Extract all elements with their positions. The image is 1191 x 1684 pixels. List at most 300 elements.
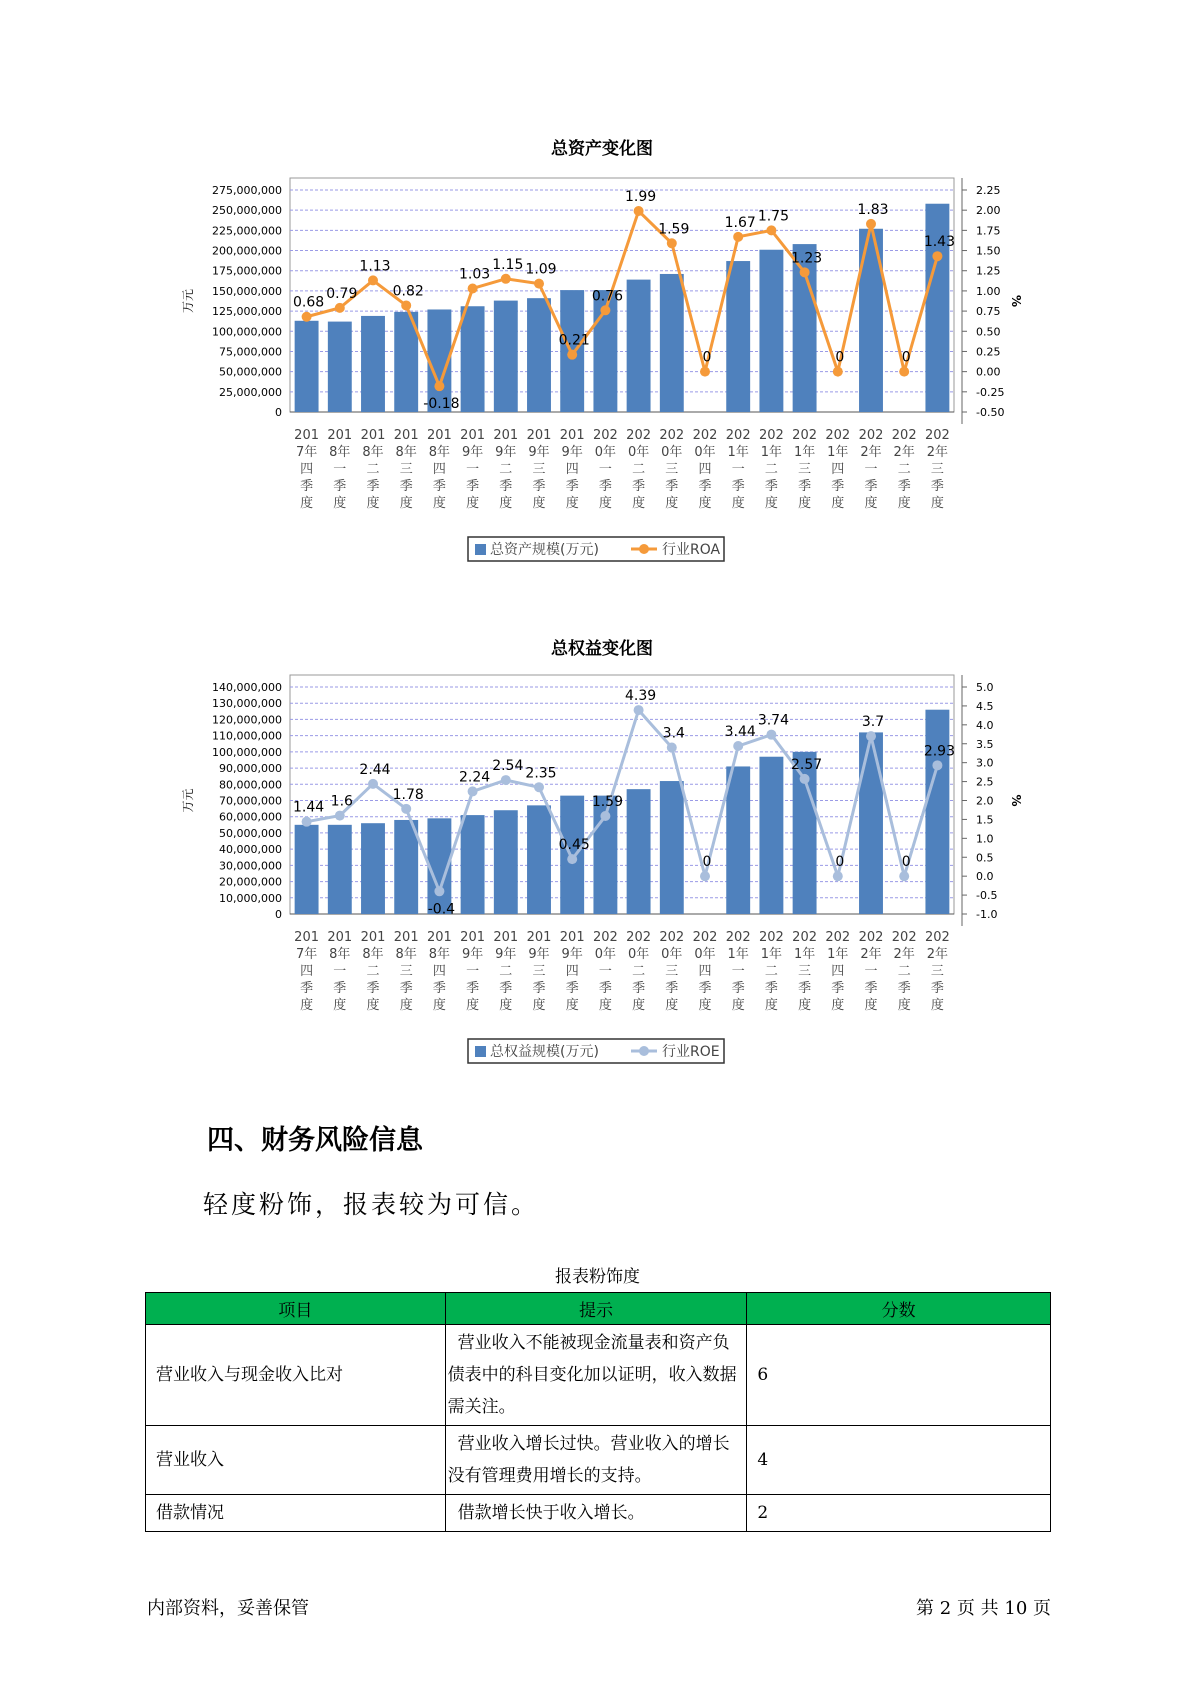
left-tick-label: 175,000,000 bbox=[212, 264, 282, 278]
category-label-part: 三 bbox=[399, 964, 413, 979]
category-label-part: 度 bbox=[632, 496, 646, 511]
category-label-part: 度 bbox=[731, 496, 745, 511]
data-label: 0.79 bbox=[326, 285, 358, 302]
category-label-part: 201 bbox=[526, 428, 552, 443]
category-label bbox=[460, 930, 485, 1013]
category-label-part: 季 bbox=[366, 479, 380, 494]
bar bbox=[859, 732, 883, 914]
category-label-part: 度 bbox=[366, 496, 380, 511]
category-label bbox=[527, 930, 552, 1013]
right-axis-title: % bbox=[1009, 794, 1023, 807]
bar bbox=[461, 306, 485, 412]
left-tick-label: 225,000,000 bbox=[212, 224, 282, 238]
category-label-part: 202 bbox=[692, 930, 718, 945]
data-label: -0.4 bbox=[427, 901, 456, 918]
data-label: 0 bbox=[702, 349, 712, 366]
data-label: 1.99 bbox=[625, 188, 657, 205]
table-row bbox=[146, 1325, 1051, 1426]
bar bbox=[627, 789, 651, 914]
category-label bbox=[327, 930, 352, 1013]
category-label bbox=[361, 428, 386, 511]
line-point bbox=[634, 206, 644, 216]
category-label bbox=[825, 930, 850, 1013]
data-label: 1.15 bbox=[492, 256, 524, 273]
line-point bbox=[434, 381, 444, 391]
category-label-part: 季 bbox=[665, 479, 679, 494]
category-label-part: 201 bbox=[327, 930, 353, 945]
category-label-part: 季 bbox=[432, 981, 446, 996]
bar bbox=[494, 301, 518, 412]
category-label-part: 2年 bbox=[926, 445, 949, 460]
category-label bbox=[493, 428, 518, 511]
category-label-part: 201 bbox=[493, 428, 519, 443]
category-label bbox=[361, 930, 386, 1013]
category-label bbox=[394, 930, 419, 1013]
category-label-part: 一 bbox=[731, 462, 745, 477]
category-label-part: 季 bbox=[598, 479, 612, 494]
category-label-part: 202 bbox=[792, 930, 818, 945]
data-label: 1.6 bbox=[330, 793, 353, 810]
category-label bbox=[294, 428, 319, 511]
category-label-part: 8年 bbox=[329, 445, 351, 460]
category-label-part: 1年 bbox=[827, 947, 849, 962]
category-label-part: 季 bbox=[864, 479, 878, 494]
category-label-part: 202 bbox=[592, 930, 618, 945]
category-label-part: 四 bbox=[300, 462, 314, 477]
category-label-part: 度 bbox=[466, 496, 480, 511]
category-label-part: 8年 bbox=[395, 947, 417, 962]
right-tick-label: 0.00 bbox=[976, 365, 1001, 379]
right-tick-label: 0.75 bbox=[976, 305, 1001, 319]
category-label-part: 三 bbox=[399, 462, 413, 477]
footer-note: 内部资料，妥善保管 bbox=[147, 1598, 309, 1619]
category-label-part: 二 bbox=[632, 964, 646, 979]
category-label-part: 202 bbox=[825, 930, 851, 945]
chart-title: 总权益变化图 bbox=[551, 639, 653, 659]
category-label-part: 度 bbox=[399, 496, 413, 511]
category-label-part: 202 bbox=[792, 428, 818, 443]
category-label-part: 季 bbox=[831, 981, 845, 996]
line-point bbox=[932, 251, 942, 261]
category-label-part: 季 bbox=[499, 479, 513, 494]
category-label-part: 季 bbox=[300, 479, 314, 494]
data-label: 0.21 bbox=[558, 332, 590, 349]
category-label-part: 季 bbox=[300, 981, 314, 996]
line-point bbox=[899, 871, 909, 881]
data-label: 0 bbox=[702, 854, 712, 871]
category-label-part: 202 bbox=[758, 428, 784, 443]
category-label-part: 202 bbox=[891, 428, 917, 443]
category-label-part: 度 bbox=[665, 496, 679, 511]
left-tick-label: 10,000,000 bbox=[219, 891, 282, 905]
category-label bbox=[792, 930, 817, 1013]
legend-line-marker bbox=[639, 1046, 649, 1056]
category-label-part: 度 bbox=[333, 496, 347, 511]
category-label-part: 二 bbox=[632, 462, 646, 477]
legend-line-label: 行业ROA bbox=[662, 542, 721, 558]
category-label-part: 季 bbox=[565, 479, 579, 494]
legend-line-marker bbox=[639, 544, 649, 554]
category-label-part: 季 bbox=[698, 479, 712, 494]
bar bbox=[527, 805, 551, 914]
category-label-part: 0年 bbox=[694, 947, 716, 962]
category-label-part: 2年 bbox=[860, 947, 882, 962]
line-point bbox=[667, 743, 677, 753]
category-label-part: 一 bbox=[466, 964, 480, 979]
left-axis-title: 万元 bbox=[181, 788, 195, 813]
left-tick-label: 110,000,000 bbox=[212, 729, 282, 743]
line-point bbox=[567, 854, 577, 864]
category-label-part: 季 bbox=[764, 479, 778, 494]
category-label-part: 8年 bbox=[428, 445, 451, 460]
data-label: 1.67 bbox=[724, 214, 756, 231]
category-label-part: 202 bbox=[659, 428, 685, 443]
category-label bbox=[693, 930, 718, 1013]
category-label bbox=[659, 428, 684, 511]
category-label bbox=[427, 428, 452, 511]
line-point bbox=[401, 300, 411, 310]
table-row bbox=[146, 1495, 1051, 1532]
left-tick-label: 40,000,000 bbox=[219, 843, 282, 857]
data-label: 0 bbox=[901, 854, 911, 871]
data-label: 1.43 bbox=[923, 234, 955, 251]
line-point bbox=[302, 817, 312, 827]
right-tick-label: 1.5 bbox=[976, 813, 994, 827]
category-label-part: 季 bbox=[864, 981, 878, 996]
category-label-part: 9年 bbox=[461, 445, 484, 460]
category-label-part: 度 bbox=[532, 496, 546, 511]
category-label-part: 202 bbox=[924, 428, 950, 443]
category-label-part: 0年 bbox=[594, 947, 617, 962]
line-point bbox=[468, 786, 478, 796]
category-label-part: 度 bbox=[300, 998, 314, 1013]
category-label-part: 三 bbox=[532, 964, 546, 979]
category-label-part: 二 bbox=[897, 964, 911, 979]
left-tick-label: 130,000,000 bbox=[212, 697, 282, 711]
line-point bbox=[634, 705, 644, 715]
category-label-part: 0年 bbox=[594, 445, 617, 460]
category-label-part: 0年 bbox=[661, 947, 683, 962]
category-label-part: 季 bbox=[399, 479, 413, 494]
line-point bbox=[567, 350, 577, 360]
right-tick-label: 1.75 bbox=[976, 224, 1001, 238]
right-tick-label: -0.50 bbox=[976, 406, 1005, 419]
category-label-part: 2年 bbox=[860, 445, 882, 460]
category-label bbox=[693, 428, 718, 511]
left-tick-label: 100,000,000 bbox=[212, 325, 282, 339]
data-label: 1.78 bbox=[392, 786, 424, 803]
category-label-part: 1年 bbox=[827, 445, 849, 460]
category-label bbox=[527, 428, 552, 511]
category-label-part: 度 bbox=[798, 998, 812, 1013]
data-label: 0.68 bbox=[293, 294, 325, 311]
category-label-part: 8年 bbox=[428, 947, 451, 962]
category-label-part: 三 bbox=[665, 462, 679, 477]
line-point bbox=[866, 219, 876, 229]
legend-bar-label: 总权益规模(万元) bbox=[490, 1044, 599, 1060]
line-point bbox=[368, 779, 378, 789]
category-label bbox=[859, 930, 884, 1013]
data-label: 1.59 bbox=[658, 221, 690, 238]
category-label-part: 季 bbox=[366, 981, 380, 996]
category-label-part: 季 bbox=[831, 479, 845, 494]
category-label bbox=[593, 428, 618, 511]
line-point bbox=[932, 760, 942, 770]
category-label-part: 一 bbox=[731, 964, 745, 979]
category-label bbox=[394, 428, 419, 511]
category-label-part: 二 bbox=[499, 462, 513, 477]
category-label bbox=[626, 930, 651, 1013]
category-label bbox=[427, 930, 452, 1013]
category-label-part: 二 bbox=[366, 462, 380, 477]
category-label-part: 2年 bbox=[893, 947, 915, 962]
right-tick-label: 4.0 bbox=[976, 718, 994, 732]
legend-bar-swatch bbox=[475, 544, 486, 555]
line-point bbox=[368, 275, 378, 285]
left-tick-label: 70,000,000 bbox=[219, 794, 282, 808]
category-label bbox=[726, 930, 751, 1013]
data-label: 0.76 bbox=[591, 288, 623, 305]
category-label-part: 三 bbox=[665, 964, 679, 979]
bar bbox=[726, 261, 750, 412]
category-label-part: 201 bbox=[526, 930, 552, 945]
category-label-part: 8年 bbox=[395, 445, 417, 460]
line-point bbox=[335, 811, 345, 821]
left-tick-label: 140,000,000 bbox=[212, 681, 282, 694]
category-label-part: 度 bbox=[333, 998, 347, 1013]
category-label-part: 201 bbox=[493, 930, 519, 945]
category-label-part: 度 bbox=[831, 496, 845, 511]
category-label-part: 202 bbox=[924, 930, 950, 945]
row-score: 2 bbox=[747, 1495, 1051, 1532]
header-score: 分数 bbox=[747, 1293, 1051, 1325]
line-point bbox=[667, 238, 677, 248]
category-label-part: 9年 bbox=[461, 947, 484, 962]
right-tick-label: 2.0 bbox=[976, 794, 994, 808]
category-label-part: 7年 bbox=[295, 445, 318, 460]
line-point bbox=[733, 741, 743, 751]
category-label-part: 度 bbox=[565, 496, 579, 511]
left-tick-label: 0 bbox=[275, 908, 282, 921]
category-label bbox=[759, 428, 784, 511]
category-label-part: 9年 bbox=[495, 445, 517, 460]
page-number: 第 2 页 共 10 页 bbox=[916, 1598, 1051, 1619]
category-label-part: 季 bbox=[897, 981, 911, 996]
category-label-part: 四 bbox=[565, 964, 579, 979]
line-point bbox=[733, 232, 743, 242]
category-label-part: 一 bbox=[466, 462, 480, 477]
category-label bbox=[460, 428, 485, 511]
category-label-part: 季 bbox=[930, 981, 944, 996]
category-label-part: 202 bbox=[891, 930, 917, 945]
line-point bbox=[534, 782, 544, 792]
category-label-part: 1年 bbox=[727, 947, 749, 962]
category-label-part: 度 bbox=[432, 496, 446, 511]
category-label-part: 201 bbox=[327, 428, 353, 443]
category-label-part: 季 bbox=[632, 981, 646, 996]
category-label-part: 季 bbox=[665, 981, 679, 996]
category-label-part: 202 bbox=[626, 428, 652, 443]
left-tick-label: 200,000,000 bbox=[212, 244, 282, 258]
data-label: 1.13 bbox=[359, 258, 391, 275]
category-label-part: 一 bbox=[333, 964, 347, 979]
bar bbox=[660, 274, 684, 412]
line-point bbox=[766, 225, 776, 235]
category-label-part: 2年 bbox=[893, 445, 915, 460]
bar bbox=[660, 781, 684, 914]
left-tick-label: 20,000,000 bbox=[219, 875, 282, 889]
category-label-part: 二 bbox=[764, 462, 778, 477]
left-tick-label: 0 bbox=[275, 406, 282, 419]
category-label-part: 9年 bbox=[528, 445, 550, 460]
category-label-part: 度 bbox=[366, 998, 380, 1013]
category-label-part: 201 bbox=[426, 428, 452, 443]
category-label-part: 9年 bbox=[495, 947, 517, 962]
data-label: 2.54 bbox=[492, 758, 524, 775]
category-label-part: 201 bbox=[460, 930, 486, 945]
category-label-part: 二 bbox=[897, 462, 911, 477]
data-label: -0.18 bbox=[423, 396, 460, 413]
category-label bbox=[859, 428, 884, 511]
category-label-part: 季 bbox=[598, 981, 612, 996]
category-label bbox=[892, 930, 917, 1013]
table-header-row bbox=[146, 1293, 1051, 1325]
total-assets-chart bbox=[0, 130, 1191, 600]
category-label-part: 度 bbox=[897, 998, 911, 1013]
category-label bbox=[560, 428, 585, 511]
right-tick-label: 3.0 bbox=[976, 756, 994, 770]
category-label-part: 2年 bbox=[926, 947, 949, 962]
right-axis-title: % bbox=[1009, 294, 1023, 308]
left-tick-label: 125,000,000 bbox=[212, 305, 282, 319]
category-label-part: 0年 bbox=[627, 445, 650, 460]
category-label-part: 度 bbox=[831, 998, 845, 1013]
category-label-part: 季 bbox=[897, 479, 911, 494]
line-point bbox=[833, 367, 843, 377]
right-tick-label: 1.00 bbox=[976, 284, 1001, 298]
bar bbox=[328, 825, 352, 914]
category-label-part: 四 bbox=[698, 964, 712, 979]
category-label-part: 四 bbox=[831, 462, 845, 477]
line-point bbox=[766, 730, 776, 740]
line-point bbox=[335, 303, 345, 313]
category-label-part: 四 bbox=[831, 964, 845, 979]
right-tick-label: 5.0 bbox=[976, 681, 994, 694]
line-point bbox=[600, 811, 610, 821]
right-tick-label: 1.25 bbox=[976, 264, 1001, 278]
category-label-part: 季 bbox=[499, 981, 513, 996]
category-label-part: 202 bbox=[858, 428, 884, 443]
category-label-part: 季 bbox=[333, 479, 347, 494]
row-hint: 营业收入增长过快。营业收入的增长没有管理费用增长的支持。 bbox=[445, 1426, 747, 1495]
left-tick-label: 25,000,000 bbox=[219, 385, 282, 399]
category-label bbox=[560, 930, 585, 1013]
category-label-part: 202 bbox=[692, 428, 718, 443]
category-label-part: 0年 bbox=[694, 445, 716, 460]
data-label: 4.39 bbox=[625, 688, 657, 705]
data-label: 2.57 bbox=[791, 756, 823, 773]
category-label-part: 202 bbox=[825, 428, 851, 443]
category-label-part: 度 bbox=[432, 998, 446, 1013]
category-label-part: 201 bbox=[360, 930, 386, 945]
section-heading: 四、财务风险信息 bbox=[207, 1125, 423, 1156]
category-label-part: 1年 bbox=[793, 445, 816, 460]
legend-bar-label: 总资产规模(万元) bbox=[490, 542, 599, 558]
category-label-part: 季 bbox=[432, 479, 446, 494]
right-tick-label: -1.0 bbox=[976, 908, 998, 921]
data-label: 0 bbox=[835, 349, 845, 366]
category-label-part: 季 bbox=[798, 981, 812, 996]
line-point bbox=[833, 871, 843, 881]
category-label-part: 0年 bbox=[627, 947, 650, 962]
category-label bbox=[825, 428, 850, 511]
category-label-part: 7年 bbox=[295, 947, 318, 962]
category-label-part: 202 bbox=[626, 930, 652, 945]
data-label: 1.03 bbox=[459, 266, 491, 283]
category-label-part: 季 bbox=[532, 479, 546, 494]
chart-title: 总资产变化图 bbox=[551, 139, 653, 159]
category-label-part: 度 bbox=[565, 998, 579, 1013]
category-label-part: 度 bbox=[864, 998, 878, 1013]
right-tick-label: 1.50 bbox=[976, 244, 1001, 258]
left-tick-label: 100,000,000 bbox=[212, 745, 282, 759]
line-point bbox=[501, 274, 511, 284]
category-label-part: 0年 bbox=[661, 445, 683, 460]
row-item: 营业收入与现金收入比对 bbox=[146, 1325, 446, 1426]
category-label bbox=[327, 428, 352, 511]
left-tick-label: 250,000,000 bbox=[212, 204, 282, 218]
right-tick-label: -0.25 bbox=[976, 385, 1005, 399]
right-tick-label: 1.0 bbox=[976, 832, 994, 846]
left-tick-label: 50,000,000 bbox=[219, 365, 282, 379]
category-label-part: 度 bbox=[698, 496, 712, 511]
category-label-part: 二 bbox=[499, 964, 513, 979]
line-point bbox=[866, 731, 876, 741]
category-label-part: 一 bbox=[598, 462, 612, 477]
bar bbox=[494, 810, 518, 914]
category-label-part: 202 bbox=[659, 930, 685, 945]
category-label-part: 季 bbox=[565, 981, 579, 996]
category-label-part: 度 bbox=[930, 998, 944, 1013]
category-label-part: 三 bbox=[930, 462, 944, 477]
data-label: 1.59 bbox=[591, 794, 623, 811]
category-label-part: 季 bbox=[698, 981, 712, 996]
data-label: 1.23 bbox=[791, 250, 823, 267]
category-label-part: 度 bbox=[300, 496, 314, 511]
line-point bbox=[700, 871, 710, 881]
line-point bbox=[302, 312, 312, 322]
line-point bbox=[600, 305, 610, 315]
category-label bbox=[626, 428, 651, 511]
category-label-part: 1年 bbox=[760, 947, 783, 962]
category-label-part: 四 bbox=[432, 462, 446, 477]
header-hint: 提示 bbox=[445, 1293, 747, 1325]
left-tick-label: 60,000,000 bbox=[219, 810, 282, 824]
category-label-part: 季 bbox=[764, 981, 778, 996]
section-body: 轻度粉饰，报表较为可信。 bbox=[203, 1190, 540, 1219]
category-label-part: 度 bbox=[798, 496, 812, 511]
category-label bbox=[925, 428, 950, 511]
category-label-part: 四 bbox=[300, 964, 314, 979]
category-label-part: 度 bbox=[665, 998, 679, 1013]
line-point bbox=[800, 774, 810, 784]
category-label bbox=[593, 930, 618, 1013]
category-label-part: 201 bbox=[294, 930, 320, 945]
data-label: 2.24 bbox=[459, 769, 491, 786]
category-label-part: 8年 bbox=[362, 445, 384, 460]
category-label-part: 202 bbox=[592, 428, 618, 443]
category-label-part: 四 bbox=[698, 462, 712, 477]
